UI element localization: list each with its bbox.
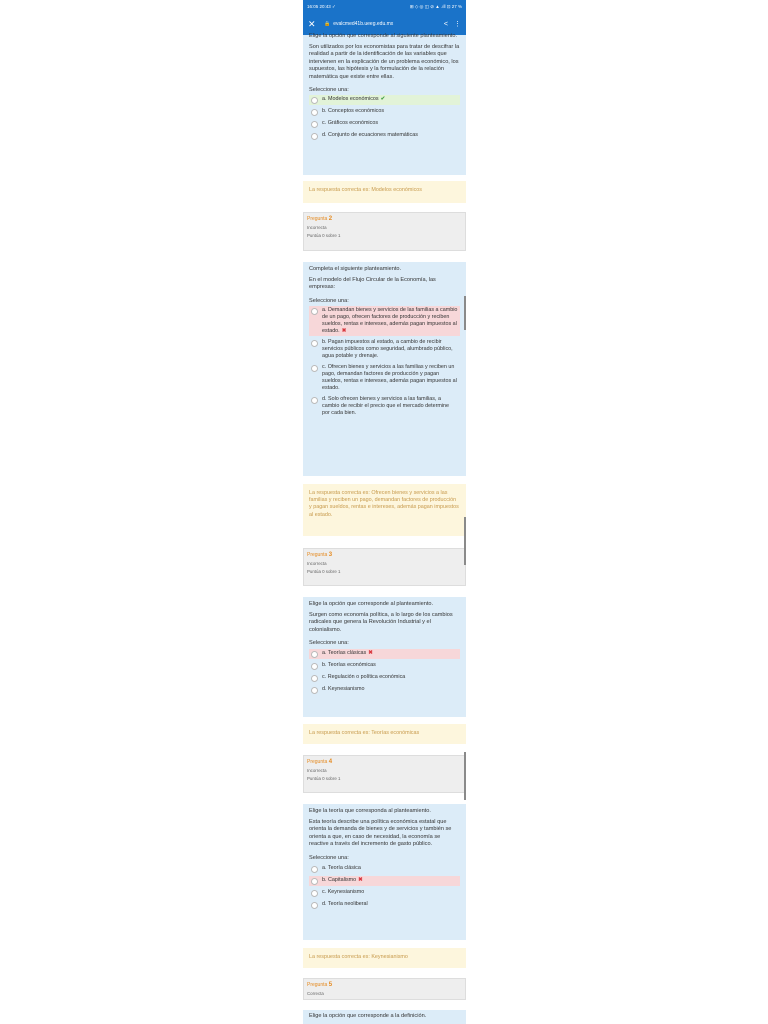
question-5-card: [303, 1010, 466, 1024]
question-intro: Elige la opción que corresponde a la definición.: [309, 1013, 427, 1019]
question-number: Pregunta 2: [307, 216, 333, 222]
feedback-2: La respuesta correcta es: Ofrecen bienes y servicios a las familias y reciben un pago, demandan factores de producción y pagan sueldos, rentas e intereses, además pagan impuestos al estado.: [303, 484, 466, 536]
radio-icon[interactable]: [311, 365, 318, 372]
radio-icon[interactable]: [311, 651, 318, 658]
radio-icon[interactable]: [311, 687, 318, 694]
question-status: Incorrecta: [307, 561, 327, 566]
question-score: Puntúa 0 sobre 1: [307, 233, 341, 238]
radio-icon[interactable]: [311, 866, 318, 873]
option-b[interactable]: b. Pagan impuestos al estado, a cambio de recibir servicios públicos como seguridad, alumbrado público, agua potable y drenaje.: [309, 338, 460, 361]
question-intro: Elige la opción que corresponde al planteamiento.: [309, 601, 434, 607]
option-b[interactable]: b. Conceptos económicos: [309, 107, 460, 117]
option-a[interactable]: a. Teoría clásica: [309, 864, 460, 874]
question-status: Incorrecta: [307, 225, 327, 230]
share-icon[interactable]: <: [443, 20, 448, 28]
question-text: Surgen como economía política, a lo largo de los cambios radicales que genera la Revolución Industrial y el colonialismo.: [309, 611, 453, 633]
select-label: Seleccione una:: [309, 640, 349, 647]
feedback-3: La respuesta correcta es: Teorías económicas: [303, 724, 466, 744]
option-a[interactable]: a. Modelos económicos ✔: [309, 95, 460, 105]
scrollbar-thumb[interactable]: [464, 296, 466, 330]
question-score: Puntúa 0 sobre 1: [307, 776, 341, 781]
radio-icon[interactable]: [311, 133, 318, 140]
option-a[interactable]: a. Demandan bienes y servicios de las familias a cambio de un pago, ofrecen factores de producción y reciben sueldos, rentas e intereses, además pagan impuestos al estado. ✖: [309, 306, 460, 336]
option-c[interactable]: c. Gráficos económicos: [309, 119, 460, 129]
question-number: Pregunta 3: [307, 552, 333, 558]
more-vert-icon[interactable]: ⋮: [454, 21, 461, 28]
option-d[interactable]: d. Teoría neoliberal: [309, 900, 460, 910]
scrollbar-thumb[interactable]: [464, 517, 466, 565]
radio-icon[interactable]: [311, 97, 318, 104]
radio-icon[interactable]: [311, 121, 318, 128]
radio-icon[interactable]: [311, 675, 318, 682]
radio-icon[interactable]: [311, 878, 318, 885]
radio-icon[interactable]: [311, 109, 318, 116]
feedback-4: La respuesta correcta es: Keynesianismo: [303, 948, 466, 968]
question-5-info: [303, 978, 466, 1000]
lock-icon: 🔒: [324, 21, 331, 27]
radio-icon[interactable]: [311, 902, 318, 909]
cross-icon: ✖: [341, 328, 347, 335]
question-intro: Completa el siguiente planteamiento.: [309, 266, 402, 272]
browser-bar: [303, 13, 466, 35]
status-icons: ⊞ ◇ ◎ ◫ ⊘ ▲ .ıll ⊡ 27 %: [409, 3, 462, 9]
option-a[interactable]: a. Teorías clásicas ✖: [309, 649, 460, 659]
status-bar: [303, 0, 466, 13]
option-d[interactable]: d. Solo ofrecen bienes y servicios a las familias, a cambio de recibir el precio que el mercado determine por cada bien.: [309, 395, 460, 418]
radio-icon[interactable]: [311, 308, 318, 315]
question-4-card: [303, 804, 466, 940]
question-1-card: [303, 35, 466, 175]
question-number: Pregunta 4: [307, 759, 333, 765]
option-d[interactable]: d. Keynesianismo: [309, 685, 460, 695]
question-2-info: [303, 212, 466, 251]
phone-screen: [303, 0, 466, 1024]
question-score: Puntúa 0 sobre 1: [307, 569, 341, 574]
option-c[interactable]: c. Ofrecen bienes y servicios a las familias y reciben un pago, demandan factores de producción y pagan sueldos, rentas e intereses, además pagan impuestos al estado.: [309, 363, 460, 393]
question-intro: Elige la opción que corresponde al siguiente planteamiento.: [309, 33, 458, 39]
question-status: Incorrecta: [307, 768, 327, 773]
feedback-1: La respuesta correcta es: Modelos económicos: [303, 181, 466, 203]
question-text: En el modelo del Flujo Circular de la Economía, las empresas:: [309, 276, 436, 291]
option-c[interactable]: c. Keynesianismo: [309, 888, 460, 898]
check-icon: ✔: [380, 96, 386, 103]
scrollbar-thumb[interactable]: [464, 752, 466, 800]
close-icon[interactable]: ✕: [308, 18, 316, 29]
question-2-card: [303, 262, 466, 476]
option-c[interactable]: c. Regulación o política económica: [309, 673, 460, 683]
select-label: Seleccione una:: [309, 854, 349, 861]
radio-icon[interactable]: [311, 340, 318, 347]
question-4-info: [303, 755, 466, 793]
radio-icon[interactable]: [311, 397, 318, 404]
question-3-info: [303, 548, 466, 586]
question-text: Esta teoría describe una política económica estatal que orienta la demanda de bienes y de servicios y también se orienta a que, en caso de necesidad, la economía se reactive a través del incremento de gasto público.: [309, 818, 452, 848]
status-time: 16:05 20:43 ✓: [307, 3, 336, 9]
option-b[interactable]: b. Teorías económicas: [309, 661, 460, 671]
question-3-card: [303, 597, 466, 717]
select-label: Seleccione una:: [309, 86, 349, 93]
option-d[interactable]: d. Conjunto de ecuaciones matemáticas: [309, 131, 460, 141]
option-b[interactable]: b. Capitalismo ✖: [309, 876, 460, 886]
question-status: Correcta: [307, 991, 324, 996]
url-text[interactable]: evalcmed41b.ueeg.edu.mx: [333, 21, 394, 27]
cross-icon: ✖: [358, 876, 363, 883]
radio-icon[interactable]: [311, 890, 318, 897]
question-number: Pregunta 5: [307, 982, 333, 988]
select-label: Seleccione una:: [309, 297, 349, 304]
question-text: Son utilizados por los economistas para tratar de descifrar la realidad a partir de la identificación de las variables que intervienen en la explicación de un problema económico, los supuestos, las hipótesis y la formulación de la relación matemática que existe entre ellas.: [309, 43, 460, 80]
cross-icon: ✖: [368, 649, 373, 656]
question-intro: Elige la teoría que corresponda al planteamiento.: [309, 808, 431, 814]
radio-icon[interactable]: [311, 663, 318, 670]
